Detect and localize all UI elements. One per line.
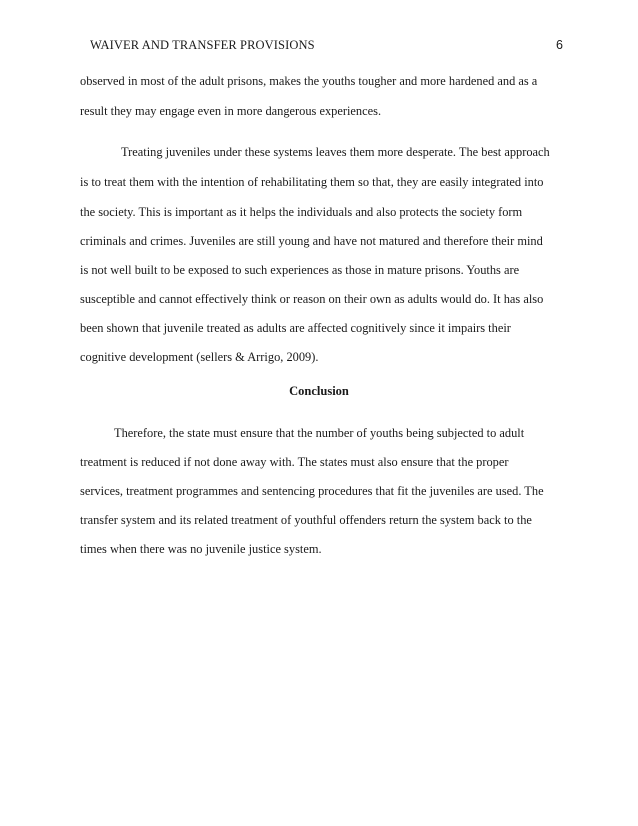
paragraph-2-line-3: the society. This is important as it helps the individuals and also protects the society form <box>80 205 523 219</box>
paragraph-1-line-1: observed in most of the adult prisons, makes the youths tougher and more hardened and as a <box>80 74 538 88</box>
paragraph-2-line-2: is to treat them with the intention of rehabilitating them so that, they are easily integrated into <box>80 175 544 189</box>
paragraph-3-line-2: treatment is reduced if not done away with. The states must also ensure that the proper <box>80 455 509 469</box>
conclusion-heading: Conclusion <box>289 384 349 398</box>
running-head: WAIVER AND TRANSFER PROVISIONS <box>90 38 315 52</box>
paragraph-1-line-2: result they may engage even in more dangerous experiences. <box>80 104 382 118</box>
paragraph-2-line-8: cognitive development (sellers & Arrigo, 2009). <box>80 350 319 364</box>
paragraph-2-line-5: is not well built to be exposed to such experiences as those in mature prisons. Youths are <box>80 263 520 277</box>
paragraph-2-line-7: been shown that juvenile treated as adults are affected cognitively since it impairs their <box>80 321 511 335</box>
page-number: 6 <box>556 38 563 52</box>
paragraph-3-line-5: times when there was no juvenile justice system. <box>80 542 322 556</box>
paragraph-3-line-1: Therefore, the state must ensure that the number of youths being subjected to adult <box>114 426 525 440</box>
paragraph-3-line-3: services, treatment programmes and sentencing procedures that fit the juveniles are used. The <box>80 484 544 498</box>
paragraph-2-line-1: Treating juveniles under these systems leaves them more desperate. The best approach <box>121 145 550 159</box>
paragraph-2-line-4: criminals and crimes. Juveniles are still young and have not matured and therefore their mind <box>80 234 543 248</box>
paragraph-3-line-4: transfer system and its related treatment of youthful offenders return the system back to the <box>80 513 532 527</box>
paragraph-2-line-6: susceptible and cannot effectively think or reason on their own as adults would do. It has also <box>80 292 544 306</box>
